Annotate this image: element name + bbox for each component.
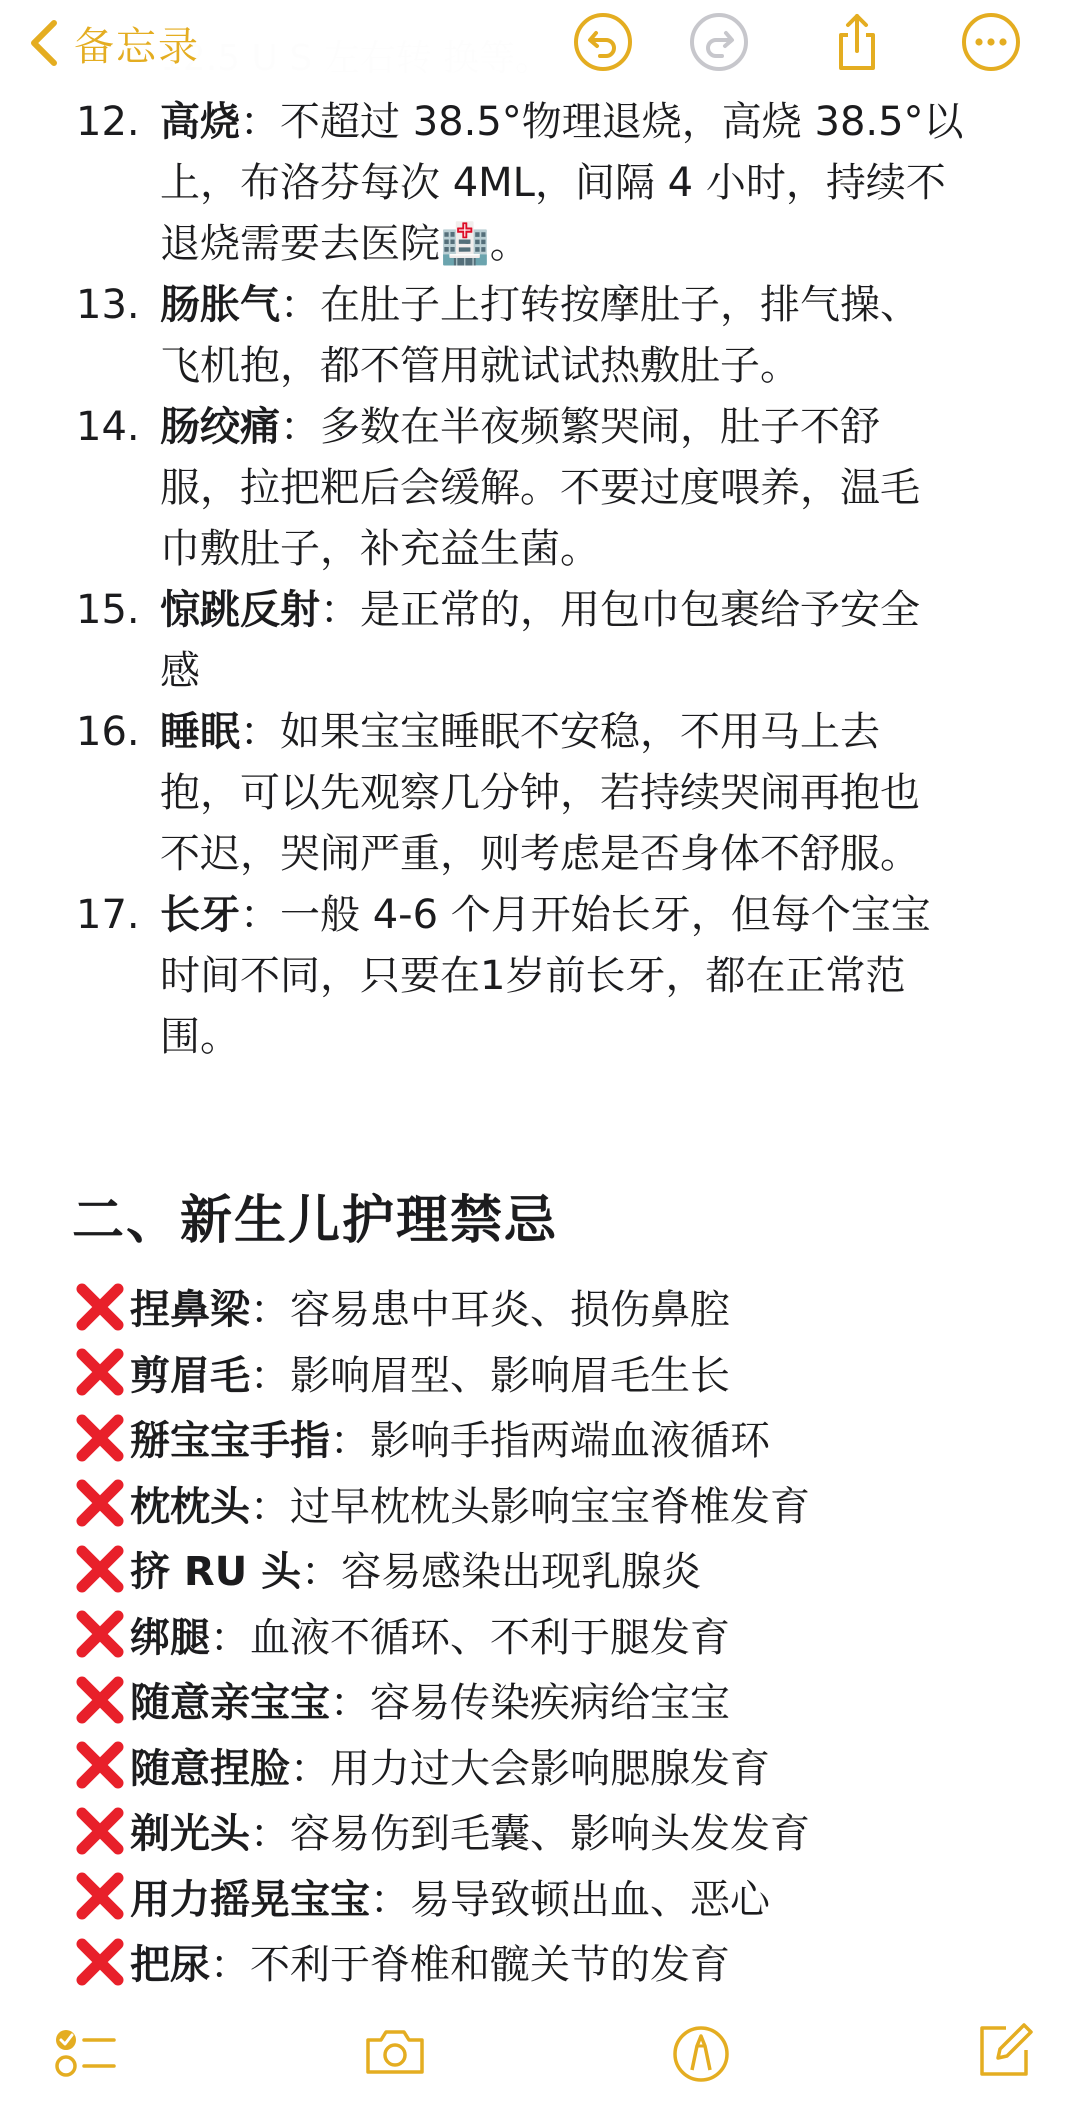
taboo-colon: ： <box>330 1418 370 1465</box>
taboo-term: 绑腿 <box>130 1614 210 1661</box>
taboo-desc: 血液不循环、不利于腿发育 <box>250 1614 730 1661</box>
taboo-item <box>72 1340 1016 1406</box>
item-text: 上，布洛芬每次 4ML，间隔 4 小时，持续不 <box>160 160 946 206</box>
taboo-colon: ： <box>370 1876 410 1923</box>
taboo-desc: 不利于脊椎和髋关节的发育 <box>250 1942 730 1989</box>
list-number: 16. <box>76 709 140 755</box>
checklist-icon <box>52 2018 118 2084</box>
taboo-colon: ： <box>210 1614 250 1661</box>
redo-icon <box>688 11 750 73</box>
item-text: 感 <box>160 648 200 694</box>
taboo-term: 随意亲宝宝 <box>130 1680 330 1727</box>
taboo-item <box>72 1602 1016 1668</box>
checklist-button[interactable] <box>52 2018 118 2084</box>
item-text: 不迟，哭闹严重，则考虑是否身体不舒服。 <box>160 831 920 877</box>
item-text: 是正常的，用包巾包裹给予安全 <box>360 587 920 633</box>
taboo-colon: ： <box>210 1942 250 1989</box>
list-item: 15. 惊跳反射：是正常的，用包巾包裹给予安全 感 <box>0 580 1016 702</box>
camera-button[interactable] <box>362 2018 428 2084</box>
item-text: 时间不同，只要在1岁前长牙，都在正常范 <box>160 953 906 999</box>
taboo-item <box>72 1536 1016 1602</box>
taboo-colon: ： <box>250 1483 290 1530</box>
compose-icon <box>970 2018 1036 2084</box>
item-text: 抱，可以先观察几分钟，若持续哭闹再抱也 <box>160 770 920 816</box>
taboo-desc: 容易伤到毛囊、影响头发发育 <box>290 1811 810 1858</box>
taboo-term: 挤 RU 头 <box>130 1549 302 1596</box>
item-text: 围。 <box>160 1014 240 1060</box>
back-button[interactable] <box>26 8 200 78</box>
cross-mark-icon <box>72 1868 128 1924</box>
taboo-list <box>0 1274 1016 1995</box>
cross-mark-icon <box>72 1344 128 1400</box>
camera-icon <box>362 2018 428 2084</box>
list-item: 12. 高烧：不超过 38.5°物理退烧，高烧 38.5°以 上，布洛芬每次 4ML，间隔 4 小时，持续不 退烧需要去医院🏥。 <box>0 92 1016 275</box>
list-number: 17. <box>76 892 140 938</box>
cross-mark-icon <box>72 1541 128 1597</box>
cross-mark-icon <box>72 1606 128 1662</box>
list-item: 14. 肠绞痛：多数在半夜频繁哭闹，肚子不舒 服，拉把粑后会缓解。不要过度喂养，温毛 巾敷肚子，补充益生菌。 <box>0 397 1016 580</box>
list-number: 14. <box>76 404 140 450</box>
taboo-term: 捏鼻梁 <box>130 1287 250 1334</box>
taboo-item <box>72 1274 1016 1340</box>
item-term: 睡眠 <box>160 709 240 755</box>
item-text: 不超过 38.5°物理退烧，高烧 38.5°以 <box>280 99 964 145</box>
share-icon <box>826 11 888 73</box>
taboo-term: 枕枕头 <box>130 1483 250 1530</box>
cross-mark-icon <box>72 1672 128 1728</box>
list-number: 12. <box>76 99 140 145</box>
cross-mark-icon <box>72 1279 128 1335</box>
item-text: 退烧需要去医院🏥。 <box>160 221 530 267</box>
taboo-desc: 过早枕枕头影响宝宝脊椎发育 <box>290 1483 810 1530</box>
note-body[interactable] <box>0 92 1080 1995</box>
redo-button[interactable] <box>688 11 750 73</box>
taboo-desc: 影响手指两端血液循环 <box>370 1418 770 1465</box>
taboo-term: 用力摇晃宝宝 <box>130 1876 370 1923</box>
list-number: 13. <box>76 282 140 328</box>
taboo-term: 剪眉毛 <box>130 1352 250 1399</box>
list-item: 13. 肠胀气：在肚子上打转按摩肚子，排气操、 飞机抱，都不管用就试试热敷肚子。 <box>0 275 1016 397</box>
item-term: 长牙 <box>160 892 240 938</box>
taboo-item <box>72 1864 1016 1930</box>
bottom-toolbar <box>0 2010 1080 2107</box>
taboo-desc: 容易传染疾病给宝宝 <box>370 1680 730 1727</box>
undo-icon <box>572 11 634 73</box>
taboo-desc: 易导致顿出血、恶心 <box>410 1876 770 1923</box>
item-text: 在肚子上打转按摩肚子，排气操、 <box>320 282 920 328</box>
item-text: 巾敷肚子，补充益生菌。 <box>160 526 600 572</box>
taboo-colon: ： <box>250 1352 290 1399</box>
cross-mark-icon <box>72 1737 128 1793</box>
markup-pen-icon <box>668 2018 734 2084</box>
cross-mark-icon <box>72 1410 128 1466</box>
section-heading: 二、新生儿护理禁忌 <box>72 1191 559 1251</box>
taboo-colon: ： <box>250 1811 290 1858</box>
more-icon <box>960 11 1022 73</box>
taboo-item <box>72 1733 1016 1799</box>
blank-lines <box>0 1068 1016 1186</box>
taboo-item <box>72 1405 1016 1471</box>
taboo-item <box>72 1471 1016 1537</box>
taboo-desc: 容易患中耳炎、损伤鼻腔 <box>290 1287 730 1334</box>
taboo-term: 把尿 <box>130 1942 210 1989</box>
taboo-term: 随意捏脸 <box>130 1745 290 1792</box>
top-navigation-bar <box>0 0 1080 92</box>
taboo-term: 剃光头 <box>130 1811 250 1858</box>
item-text: 一般 4-6 个月开始长牙，但每个宝宝 <box>280 892 931 938</box>
item-text: 服，拉把粑后会缓解。不要过度喂养，温毛 <box>160 465 920 511</box>
back-label: 备忘录 <box>74 23 200 70</box>
taboo-item <box>72 1798 1016 1864</box>
taboo-desc: 影响眉型、影响眉毛生长 <box>290 1352 730 1399</box>
taboo-item <box>72 1929 1016 1995</box>
taboo-colon: ： <box>250 1287 290 1334</box>
item-term: 肠胀气 <box>160 282 280 328</box>
taboo-colon: ： <box>330 1680 370 1727</box>
taboo-colon: ： <box>301 1549 342 1596</box>
cross-mark-icon <box>72 1475 128 1531</box>
cross-mark-icon <box>72 1934 128 1990</box>
taboo-item <box>72 1667 1016 1733</box>
item-text: 飞机抱，都不管用就试试热敷肚子。 <box>160 343 800 389</box>
share-button[interactable] <box>826 11 888 73</box>
list-number: 15. <box>76 587 140 633</box>
item-term: 高烧 <box>160 99 240 145</box>
markup-button[interactable] <box>668 2018 734 2084</box>
item-text: 如果宝宝睡眠不安稳，不用马上去 <box>280 709 880 755</box>
undo-button[interactable] <box>572 11 634 73</box>
compose-button[interactable] <box>970 2018 1036 2084</box>
taboo-desc: 容易感染出现乳腺炎 <box>341 1549 702 1596</box>
taboo-desc: 用力过大会影响腮腺发育 <box>330 1745 770 1792</box>
item-term: 肠绞痛 <box>160 404 280 450</box>
cross-mark-icon <box>72 1803 128 1859</box>
item-text: 多数在半夜频繁哭闹，肚子不舒 <box>320 404 880 450</box>
list-item: 17. 长牙：一般 4-6 个月开始长牙，但每个宝宝 时间不同，只要在1岁前长牙，都在正常范 围。 <box>0 885 1016 1068</box>
chevron-left-icon <box>26 17 62 69</box>
item-term: 惊跳反射 <box>160 587 320 633</box>
list-item: 16. 睡眠：如果宝宝睡眠不安稳，不用马上去 抱，可以先观察几分钟，若持续哭闹再抱也 不迟，哭闹严重，则考虑是否身体不舒服。 <box>0 702 1016 885</box>
more-button[interactable] <box>960 11 1022 73</box>
taboo-colon: ： <box>290 1745 330 1792</box>
taboo-term: 掰宝宝手指 <box>130 1418 330 1465</box>
